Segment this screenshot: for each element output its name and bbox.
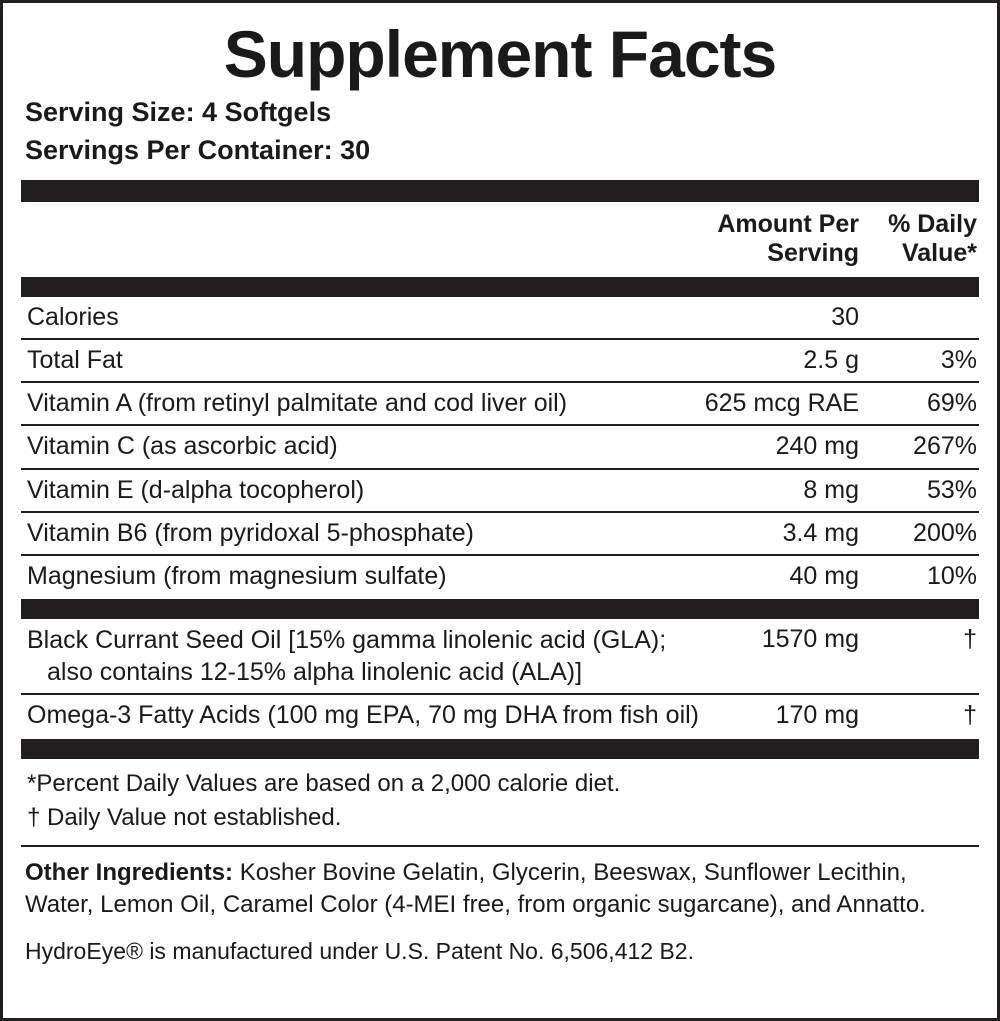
table-row [21,383,979,426]
table-header [21,202,979,275]
other-ingredients-label: Other Ingredients: [25,858,234,886]
nutrient-daily-value: 69% [926,389,977,418]
nutrient-amount: 240 mg [775,432,859,461]
nutrient-name: Vitamin A (from retinyl palmitate and cod liver oil) [27,389,568,418]
blend-daily-value: † [963,625,977,654]
blend-name-line1: Black Currant Seed Oil [15% gamma linolenic acid (GLA); [27,626,667,655]
header-amount-line1: Amount Per [717,209,859,238]
servings-per-container: Servings Per Container: 30 [25,135,371,166]
nutrient-name: Calories [27,302,119,331]
nutrient-amount: 3.4 mg [782,518,859,547]
header-dv-line2: Value* [901,239,977,268]
footnotes [21,759,979,841]
nutrient-amount: 625 mcg RAE [704,389,859,418]
serving-size: Serving Size: 4 Softgels [25,97,332,127]
nutrient-daily-value: 3% [940,345,977,374]
table-row [21,297,979,340]
footnote-daily-value-basis: *Percent Daily Values are based on a 2,000 calorie diet. [27,769,621,797]
divider-mid-header [21,277,979,297]
nutrient-name: Magnesium (from magnesium sulfate) [27,562,447,591]
nutrient-amount: 8 mg [803,475,859,504]
divider-mid-footnotes [21,739,979,759]
patent-note: HydroEye® is manufactured under U.S. Patent No. 6,506,412 B2. [25,937,694,964]
other-ingredients-text: Kosher Bovine Gelatin, Glycerin, Beeswax, Sunflower Lecithin, Water, Lemon Oil, Caramel Color (4-MEI free, from organic sugarcane), and Annatto. [25,858,926,918]
table-row [21,513,979,556]
nutrient-amount: 30 [831,302,859,331]
divider-thick-top [21,180,979,202]
footnote-dagger: † Daily Value not established. [27,803,342,831]
table-row [21,426,979,469]
nutrient-daily-value: 200% [913,518,977,547]
table-row [21,619,979,695]
nutrient-name: Vitamin B6 (from pyridoxal 5-phosphate) [27,518,474,547]
table-row [21,556,979,597]
header-daily-value [859,210,977,269]
nutrient-daily-value: 10% [926,562,977,591]
header-amount-line2: Serving [767,239,859,268]
header-dv-line1: % Daily [888,209,977,238]
blend-amount: 1570 mg [761,625,859,654]
blend-name [27,624,762,688]
page-title: Supplement Facts [223,17,777,91]
blend-name: Omega-3 Fatty Acids (100 mg EPA, 70 mg DHA from fish oil) [27,701,699,730]
blend-amount: 170 mg [775,701,859,730]
nutrient-name: Total Fat [27,345,123,374]
blend-daily-value: † [963,701,977,730]
header-amount-per-serving [613,210,859,269]
nutrient-daily-value: 53% [926,475,977,504]
nutrient-name: Vitamin E (d-alpha tocopherol) [27,475,365,504]
nutrient-daily-value: 267% [913,432,977,461]
nutrient-name: Vitamin C (as ascorbic acid) [27,432,338,461]
divider-mid-blend [21,599,979,619]
other-ingredients [21,847,979,923]
table-row [21,340,979,383]
table-row [21,470,979,513]
blend-name-line2: also contains 12-15% alpha linolenic acid (ALA)] [47,658,583,687]
nutrient-amount: 2.5 g [803,345,859,374]
table-row [21,695,979,736]
nutrient-amount: 40 mg [789,562,859,591]
